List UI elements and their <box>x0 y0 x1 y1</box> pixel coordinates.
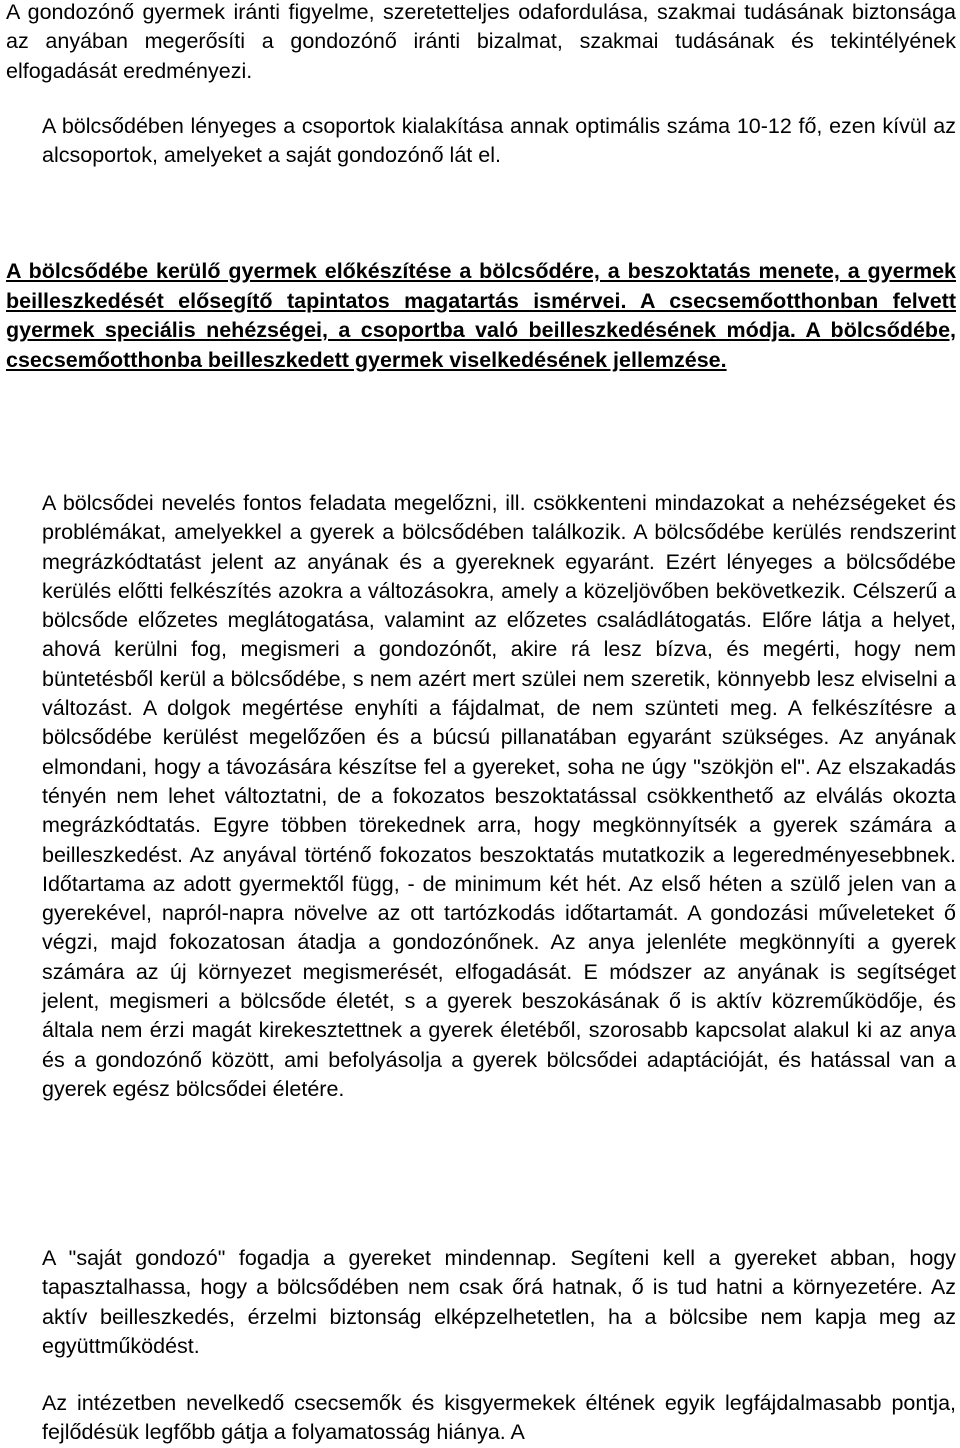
paragraph-institution: Az intézetben nevelkedő csecsemők és kisgyermekek éltének egyik legfájdalmasabb pontja, fejlődésük legfőbb gátja a folyamatosság hiánya. A <box>42 1391 956 1445</box>
section-heading-preparation: A bölcsődébe kerülő gyermek előkészítése a bölcsődére, a beszoktatás menete, a gyermek beilleszkedését elősegítő tapintatos magatartás ismérvei. A csecsemőotthonban felvett gyermek speciális nehézségei, a csoportba való beilleszkedésének módja. A bölcsődébe, csecsemőotthonba beilleszkedett gyermek viselkedésének jellemzése. <box>6 259 956 372</box>
paragraph-group-size: A bölcsődében lényeges a csoportok kialakítása annak optimális száma 10-12 fő, ezen kívül az alcsoportok, amelyeket a saját gondozónő lát el. <box>42 114 956 168</box>
paragraph-own-caregiver: A "saját gondozó" fogadja a gyereket mindennap. Segíteni kell a gyereket abban, hogy tapasztalhassa, hogy a bölcsődében nem csak őrá hatnak, ő is tud hatni a környezetére. Az aktív beilleszkedés, érzelmi biztonság elképzelhetetlen, ha a bölcsibe nem kapja meg az együttműködést. <box>42 1246 956 1358</box>
paragraph-nursery-education: A bölcsődei nevelés fontos feladata megelőzni, ill. csökkenteni mindazokat a nehézségeket és problémákat, amelyekkel a gyerek a bölcsődében találkozik. A bölcsődébe kerülés rendszerint megrázkódtatást jelent az anyának és a gyereknek egyaránt. Ezért lényeges a bölcsődébe kerülés előtti felkészítés azokra a változásokra, amely a közeljövőben bekövetkezik. Célszerű a bölcsőde előzetes meglátogatása, valamint az előzetes családlátogatás. Előre látja a helyet, ahová kerülni fog, megismeri a gondozónőt, akire rá lesz bízva, és megérti, hogy nem büntetésből kerül a bölcsődébe, s nem azért mert szülei nem szeretik, könnyebb lesz elviselni a változást. A dolgok megértése enyhíti a fájdalmat, de nem szünteti meg. A felkészítésre a bölcsődébe kerülést megelőzően és a búcsú pillanatában egyaránt szükséges. Az anyának elmondani, hogy a távozására készítse fel a gyereket, soha ne úgy "szökjön el". Az elszakadás tényén nem lehet változtatni, de a fokozatos beszoktatással csökkenthető az elválás okozta megrázkódtatás. Egyre többen törekednek arra, hogy megkönnyítsék a gyerek számára a beilleszkedést. Az anyával történő fokozatos beszoktatás mutatkozik a legeredményesebbnek. Időtartama az adott gyermektől függ, - de minimum két hét. Az első héten a szülő jelen van a gyerekével, napról-napra növelve az ott tartózkodás időtartamát. A gondozási műveleteket ő végzi, majd fokozatosan átadja a gondozónőnek. Az anya jelenléte megkönnyíti a gyerek számára az új környezet megismerését, elfogadását. E módszer az anyának is segítséget jelent, megismeri a bölcsőde életét, s a gyerek beszokásának ő is aktív közreműködője, és általa nem érzi magát kirekesztettnek a gyerek életéből, szorosabb kapcsolat alakul ki az anya és a gondozónő között, ami befolyásolja a gyerek bölcsődei adaptációját, és hatással van a gyerek egész bölcsődei életére. <box>42 491 956 1101</box>
paragraph-caregiver-attention: A gondozónő gyermek iránti figyelme, szeretetteljes odafordulása, szakmai tudásának biztonsága az anyában megerősíti a gondozónő iránti bizalmat, szakmai tudásának és tekintélyének elfogadását eredményezi. <box>6 0 956 83</box>
